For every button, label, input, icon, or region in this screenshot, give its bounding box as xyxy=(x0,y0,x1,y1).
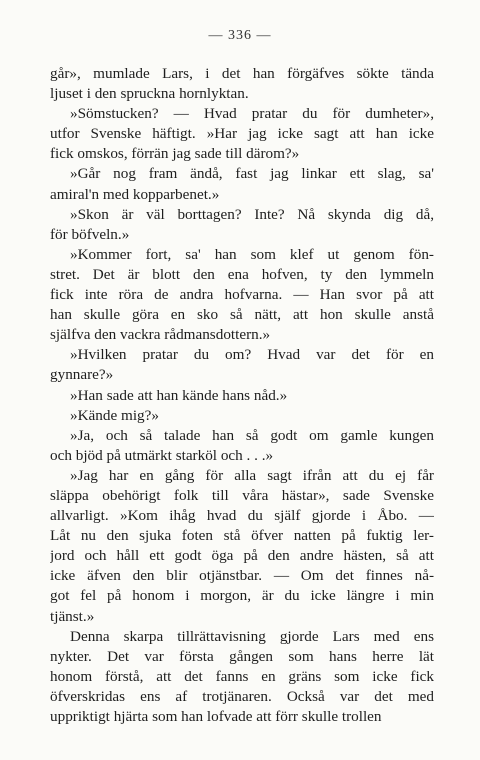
text-line: »Kommer fort, sa' han som klef ut genom fön- xyxy=(70,245,434,263)
text-line: nykter. Det var första gången som hans herre lät xyxy=(50,647,434,665)
text-line: »Kände mig?» xyxy=(70,406,159,424)
text-line: »Går nog fram ändå, fast jag linkar ett slag, sa' xyxy=(70,165,434,183)
paragraph xyxy=(50,627,434,727)
text-line: Låt nu den sjuka foten stå öfver natten på fuktig ler- xyxy=(50,527,434,545)
text-line: »Hvilken pratar du om? Hvad var det för en xyxy=(70,346,434,364)
text-line: got fel på honom i morgon, är du icke längre i min xyxy=(50,587,434,605)
page-number: — 336 — xyxy=(208,28,272,43)
text-line: jord och håll ett godt öga på den andre hästen, så att xyxy=(50,547,434,565)
text-line: honom förstå, att det fanns en gräns som icke fick xyxy=(50,667,434,685)
text-line: »Han sade att han kände hans nåd.» xyxy=(70,386,288,404)
paragraph xyxy=(50,205,434,245)
text-line: »Skon är väl borttagen? Inte? Nå skynda dig då, xyxy=(70,205,434,223)
text-line: uppriktigt hjärta som han lofvade att förr skulle trollen xyxy=(50,708,382,725)
text-line: amiral'n med kopparbenet.» xyxy=(50,185,220,203)
text-line: stret. Det är blott den ena hofven, ty den lymmeln xyxy=(50,265,434,283)
text-line: utfor Svenske häftigt. »Har jag icke sagt att han icke xyxy=(50,125,434,143)
paragraph xyxy=(50,164,434,204)
paragraph xyxy=(50,104,434,164)
text-line: för böfveln.» xyxy=(50,225,130,243)
paragraph xyxy=(50,345,434,385)
text-line: ljuset i den spruckna hornlyktan. xyxy=(50,85,249,103)
text-line: Denna skarpa tillrättavisning gjorde Lars med ens xyxy=(70,627,434,645)
text-line: han skulle göra en sko så nätt, att hon skulle anstå xyxy=(50,306,434,324)
text-line: går», mumlade Lars, i det han förgäfves sökte tända xyxy=(50,65,434,82)
text-line: »Ja, och så talade han så godt om gamle kungen xyxy=(70,426,434,444)
text-line: fick omskos, förrän jag sade till därom?» xyxy=(50,145,300,163)
paragraph xyxy=(50,245,434,345)
paragraph xyxy=(50,386,434,406)
text-line: tjänst.» xyxy=(50,607,95,625)
text-line: »Jag har en gång för alla sagt ifrån att du ej får xyxy=(70,466,434,484)
paragraph xyxy=(50,406,434,426)
text-line: »Sömstucken? — Hvad pratar du för dumheter», xyxy=(70,105,434,123)
paragraph xyxy=(50,426,434,466)
body-text xyxy=(50,64,434,727)
text-line: allvarligt. »Kom ihåg hvad du själf gjorde i Åbo. — xyxy=(50,507,434,525)
text-line: själfva den vackra rådmansdottern.» xyxy=(50,326,271,344)
paragraph xyxy=(50,466,434,627)
text-line: icke äfven den blir otjänstbar. — Om det finnes nå- xyxy=(50,567,434,585)
text-line: och bjöd på utmärkt starköl och . . .» xyxy=(50,446,274,464)
text-line: öfverskridas ens af trotjänaren. Också var det med xyxy=(50,687,434,705)
text-line: släppa obehörigt folk till våra hästar», sade Svenske xyxy=(50,486,434,504)
text-line: fick inte röra de andra hofvarna. — Han svor på att xyxy=(50,286,434,304)
text-line: gynnare?» xyxy=(50,366,114,384)
paragraph xyxy=(50,64,434,104)
